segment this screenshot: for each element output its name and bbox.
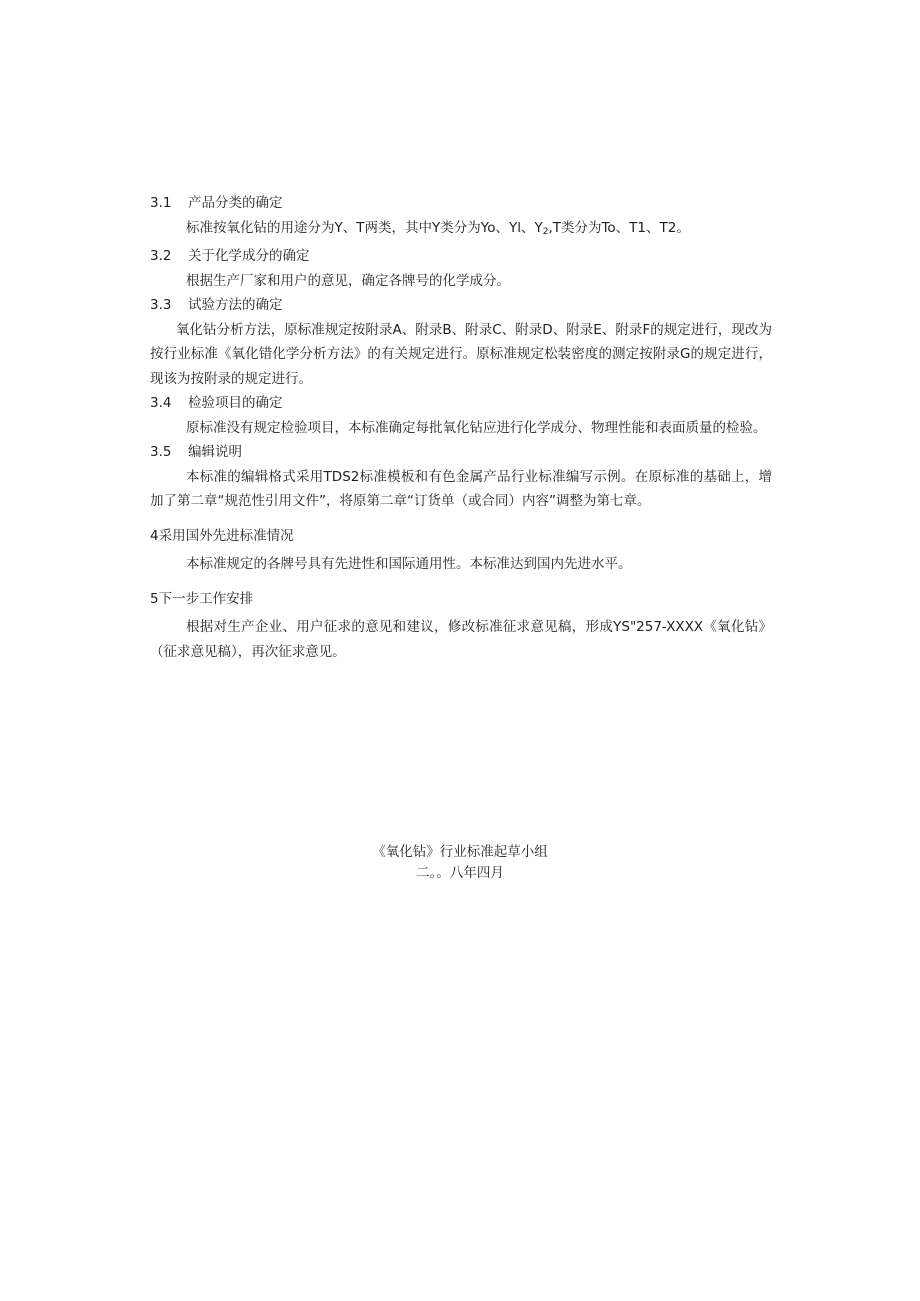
subscript-text: 2 xyxy=(542,226,549,237)
section-3-3-heading xyxy=(150,293,772,318)
section-3-4-paragraph: 原标准没有规定检验项目，本标准确定每批氧化钻应进行化学成分、物理性能和表面质量的检验。 xyxy=(186,419,767,436)
chapter-5-heading: 5下一步工作安排 xyxy=(150,590,254,607)
paragraph-text-part: ,T类分为To、T1、T2。 xyxy=(548,219,690,236)
document-body xyxy=(150,191,772,664)
section-number: 3.4 xyxy=(150,395,172,411)
section-number: 3.2 xyxy=(150,248,172,264)
section-3-1-heading xyxy=(150,191,772,216)
section-title: 关于化学成分的确定 xyxy=(188,248,310,264)
section-number: 3.1 xyxy=(150,195,172,211)
section-3-2-paragraph: 根据生产厂家和用户的意见，确定各牌号的化学成分。 xyxy=(186,272,510,289)
section-title: 产品分类的确定 xyxy=(188,195,283,211)
chapter-4-paragraph: 本标准规定的各牌号具有先进性和国际通用性。本标准达到国内先进水平。 xyxy=(186,556,632,572)
section-3-1-paragraph xyxy=(150,216,772,245)
section-title: 试验方法的确定 xyxy=(188,297,283,313)
section-3-5-heading xyxy=(150,440,772,465)
section-title: 编辑说明 xyxy=(188,444,242,460)
section-3-5-paragraph: 本标准的编辑格式采用TDS2标准模板和有色金属产品行业标准编写示例。在原标准的基础上，增加了第二章“规范性引用文件”，将原第二章“订货单（或合同）内容”调整为第七章。 xyxy=(150,468,772,509)
section-number: 3.3 xyxy=(150,297,172,313)
paragraph-text-part: 标准按氧化钻的用途分为Y、T两类，其中Y类分为Yo、Yl、Y xyxy=(186,219,543,236)
chapter-4-heading: 4采用国外先进标准情况 xyxy=(150,527,294,544)
section-3-4-heading xyxy=(150,391,772,416)
section-3-2-heading xyxy=(150,244,772,269)
chapter-5-paragraph: 根据对生产企业、用户征求的意见和建议，修改标准征求意见稿，形成YS"257-XXXX《氧化钻》（征求意见稿），再次征求意见。 xyxy=(150,619,772,660)
section-number: 3.5 xyxy=(150,444,172,460)
drafting-group-signature: 《氧化钻》行业标准起草小组 xyxy=(372,844,548,860)
section-title: 检验项目的确定 xyxy=(188,395,283,411)
signature-date: 二。。八年四月 xyxy=(416,865,504,881)
section-3-3-paragraph: 氧化钻分析方法，原标准规定按附录A、附录B、附录C、附录D、附录E、附录F的规定进行，现改为按行业标准《氧化错化学分析方法》的有关规定进行。原标准规定松装密度的测定按附录G的规定进行，现该为按附录的规定进行。 xyxy=(150,321,772,387)
